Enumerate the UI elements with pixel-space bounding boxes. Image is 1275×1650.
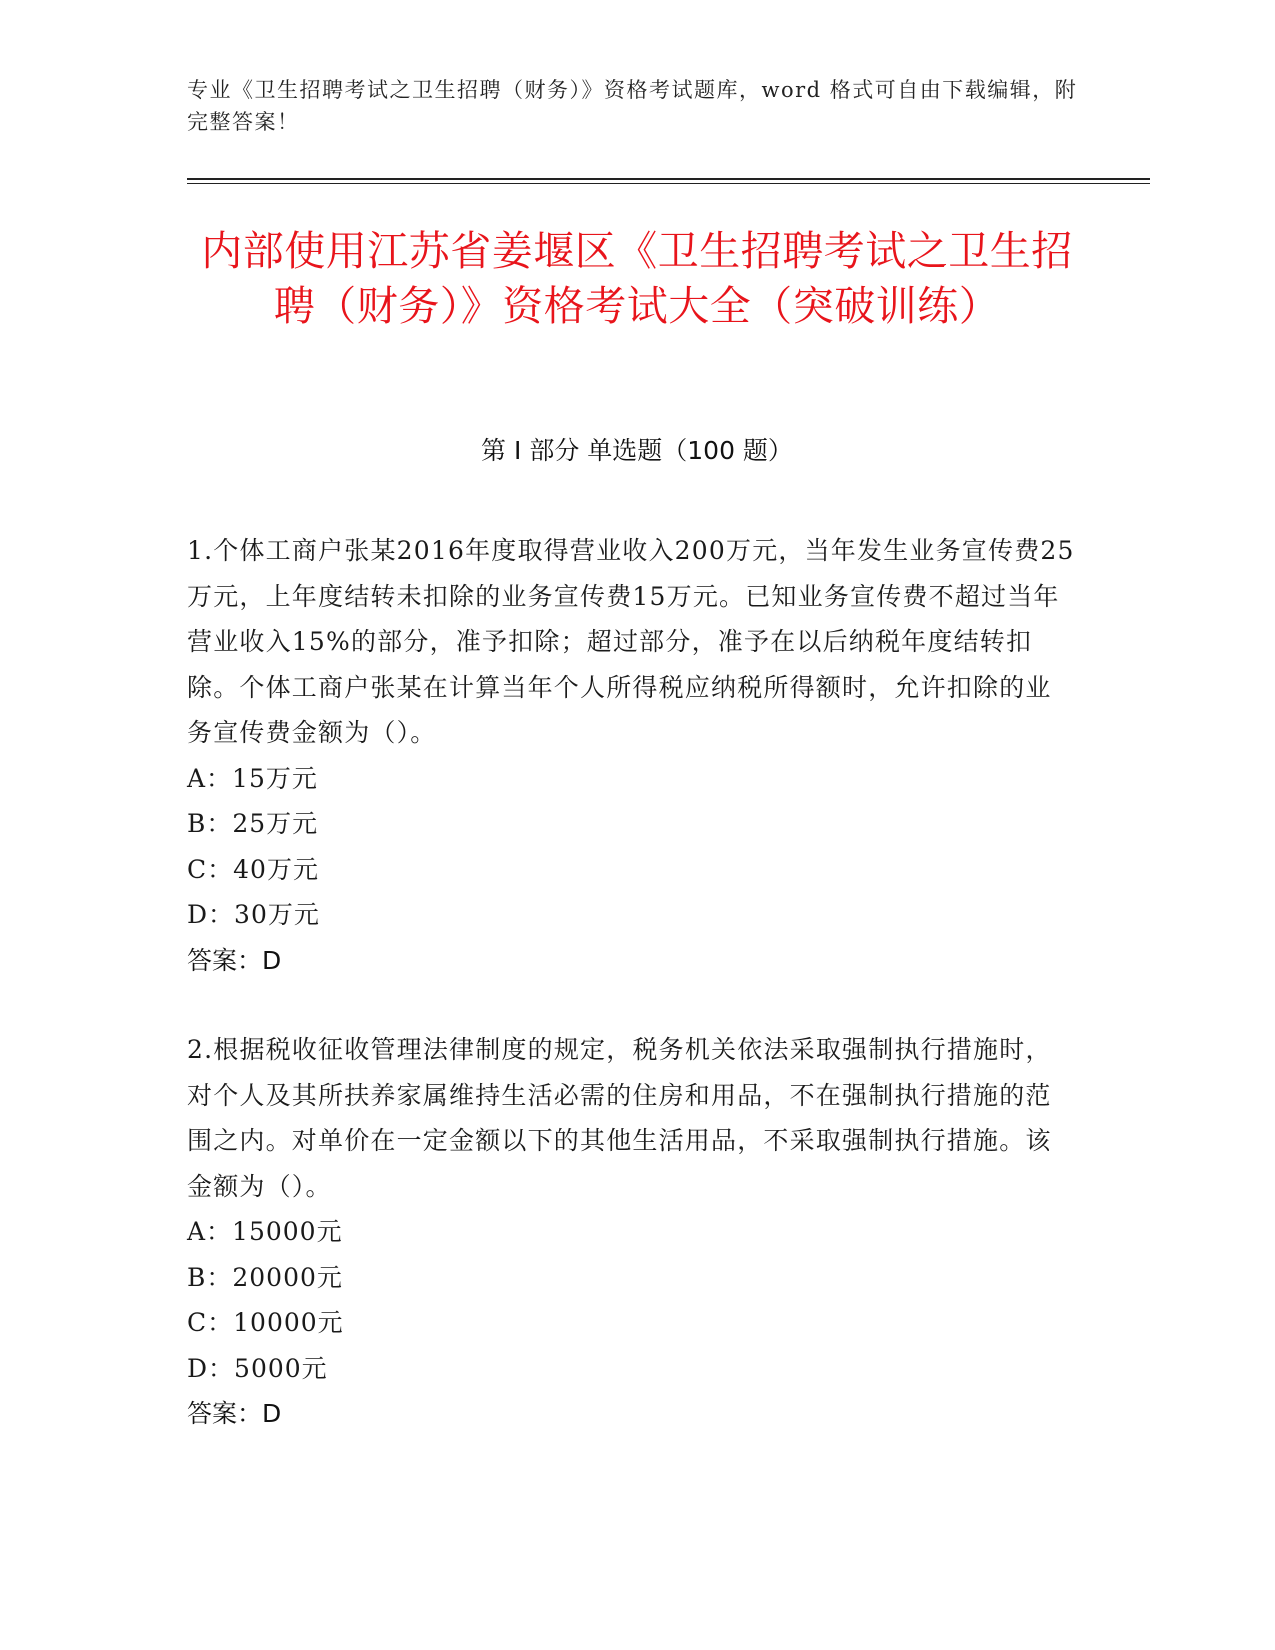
document-title: 内部使用江苏省姜堰区《卫生招聘考试之卫生招聘（财务）》资格考试大全（突破训练） [201,227,1073,330]
option-c: C：10000元 [187,1308,344,1337]
question-2 [187,1027,1077,1437]
option-d: D：5000元 [187,1353,328,1383]
option-d: D：30万元 [187,900,320,929]
question-1 [187,528,1077,983]
section-heading: 第 I 部分 单选题（100 题） [481,436,793,465]
question-stem: 2.根据税收征收管理法律制度的规定，税务机关依法采取强制执行措施时，对个人及其所扶养家属维持生活必需的住房和用品，不在强制执行措施的范围之内。对单价在一定金额以下的其他生活用品，不采取强制执行措施。该金额为（）。 [187,1035,1052,1201]
header-rule-thin [187,183,1150,184]
option-a: A：15000元 [187,1217,343,1246]
option-b: B：20000元 [187,1262,343,1292]
option-b: B：25万元 [187,809,319,838]
question-stem: 1.个体工商户张某2016年度取得营业收入200万元，当年发生业务宣传费25万元，上年度结转未扣除的业务宣传费15万元。已知业务宣传费不超过当年营业收入15%的部分，准予扣除；超过部分，准予在以后纳税年度结转扣除。个体工商户张某在计算当年个人所得税应纳税所得额时，允许扣除的业务宣传费金额为（）。 [187,536,1075,747]
option-c: C：40万元 [187,854,319,884]
header-note: 专业《卫生招聘考试之卫生招聘（财务）》资格考试题库，word 格式可自由下载编辑，附完整答案！ [187,78,1078,134]
answer-line: 答案：D [187,945,282,975]
option-a: A：15万元 [187,763,318,793]
answer-line: 答案：D [187,1399,282,1428]
header-rule-thick [187,178,1150,180]
